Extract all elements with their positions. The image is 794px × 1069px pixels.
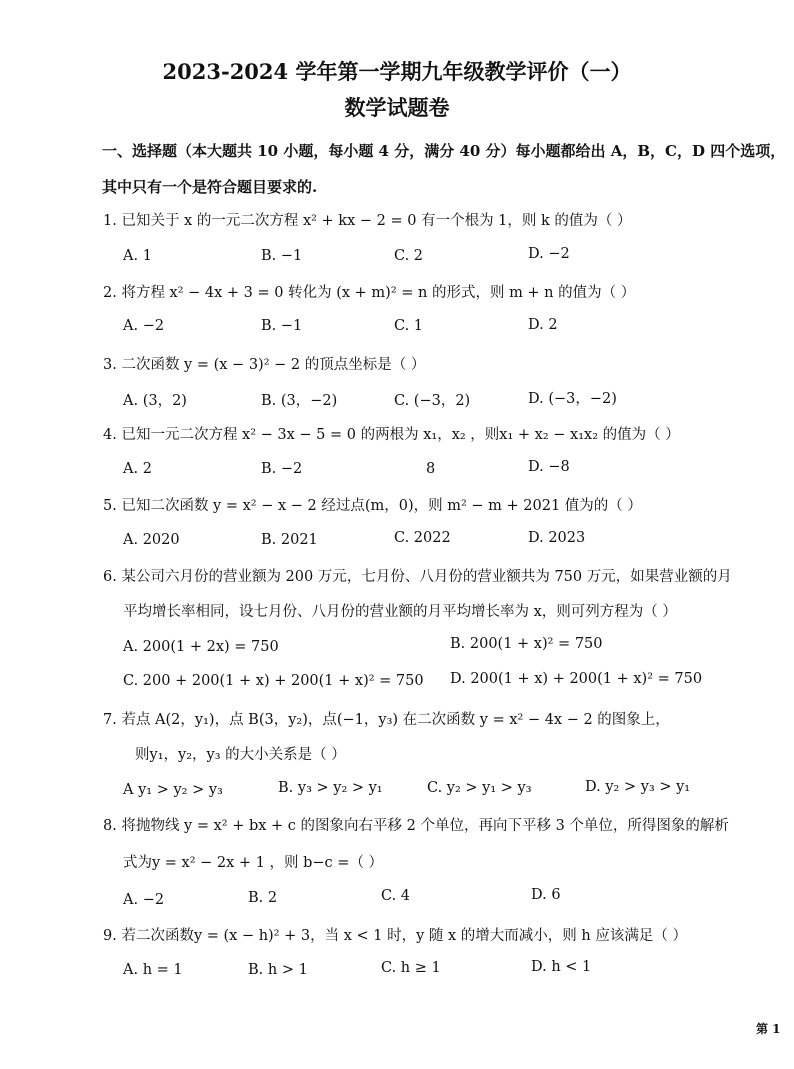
question-7-option-c: C. y₂ > y₁ > y₃: [427, 780, 532, 796]
question-1-option-b: B. −1: [261, 248, 303, 264]
question-6-option-b: B. 200(1 + x)² = 750: [450, 636, 603, 652]
question-6-text-line-1: 6. 某公司六月份的营业额为 200 万元，七月份、八月份的营业额共为 750 万元，如果营业额的月: [103, 569, 732, 585]
question-6-option-d: D. 200(1 + x) + 200(1 + x)² = 750: [450, 671, 703, 687]
question-1-option-a: A. 1: [123, 248, 152, 264]
question-8-option-c: C. 4: [381, 888, 411, 904]
question-8-option-d: D. 6: [531, 887, 561, 903]
question-9-option-a: A. h = 1: [123, 962, 183, 978]
question-4-option-d: D. −8: [528, 459, 570, 475]
question-8-option-b: B. 2: [248, 890, 278, 906]
question-9-option-c: C. h ≥ 1: [381, 960, 441, 976]
question-4-option-a: A. 2: [123, 461, 152, 477]
question-4-text: 4. 已知一元二次方程 x² − 3x − 5 = 0 的两根为 x₁，x₂ ，则x₁ + x₂ − x₁x₂ 的值为（ ）: [103, 427, 680, 443]
question-4-option-b: B. −2: [261, 461, 303, 477]
question-5-option-b: B. 2021: [261, 532, 318, 548]
question-3-option-d: D. (−3，−2): [528, 391, 617, 407]
section-note: 其中只有一个是符合题目要求的.: [102, 178, 318, 196]
question-5-text: 5. 已知二次函数 y = x² − x − 2 经过点(m，0)，则 m² − m + 2021 值为的（ ）: [103, 498, 642, 514]
question-8-option-a: A. −2: [123, 892, 165, 908]
question-7-option-a: A y₁ > y₂ > y₃: [123, 782, 223, 798]
question-3-option-c: C. (−3，2): [394, 393, 471, 409]
question-8-text-line-2: 式为y = x² − 2x + 1 ，则 b−c =（ ）: [123, 855, 384, 871]
question-3-option-b: B. (3，−2): [261, 393, 338, 409]
question-2-option-d: D. 2: [528, 317, 558, 333]
question-2-option-b: B. −1: [261, 318, 303, 334]
page-title: 2023-2024 学年第一学期九年级教学评价（一）: [162, 59, 632, 84]
question-6-text-line-2: 平均增长率相同，设七月份、八月份的营业额的月平均增长率为 x，则可列方程为（ ）: [123, 604, 677, 620]
question-7-option-b: B. y₃ > y₂ > y₁: [278, 780, 383, 796]
question-7-option-d: D. y₂ > y₃ > y₁: [585, 779, 691, 795]
question-9-text: 9. 若二次函数y = (x − h)² + 3，当 x < 1 时，y 随 x 的增大而减小，则 h 应该满足（ ）: [103, 928, 687, 944]
question-5-option-c: C. 2022: [394, 530, 451, 546]
question-1-option-d: D. −2: [528, 246, 570, 262]
section-heading: 一、选择题（本大题共 10 小题，每小题 4 分，满分 40 分）每小题都给出 A，B，C，D 四个选项，: [102, 142, 786, 160]
page-number: 第 1: [756, 1022, 781, 1036]
question-2-option-c: C. 1: [394, 318, 424, 334]
question-8-text-line-1: 8. 将抛物线 y = x² + bx + c 的图象向右平移 2 个单位，再向下平移 3 个单位，所得图象的解析: [103, 818, 729, 834]
question-1-option-c: C. 2: [394, 248, 424, 264]
question-6-option-a: A. 200(1 + 2x) = 750: [123, 639, 279, 655]
question-5-option-d: D. 2023: [528, 530, 586, 546]
question-9-option-d: D. h < 1: [531, 959, 592, 975]
question-4-option-c: 8: [426, 461, 436, 477]
question-3-text: 3. 二次函数 y = (x − 3)² − 2 的顶点坐标是（ ）: [103, 357, 426, 373]
question-3-option-a: A. (3，2): [123, 393, 187, 409]
question-6-option-c: C. 200 + 200(1 + x) + 200(1 + x)² = 750: [123, 673, 424, 689]
question-2-text: 2. 将方程 x² − 4x + 3 = 0 转化为 (x + m)² = n 的形式，则 m + n 的值为（ ）: [103, 285, 636, 301]
question-7-text-line-2: 则y₁，y₂，y₃ 的大小关系是（ ）: [135, 747, 346, 763]
question-7-text-line-1: 7. 若点 A(2，y₁)，点 B(3，y₂)，点(−1，y₃) 在二次函数 y = x² − 4x − 2 的图象上，: [103, 712, 670, 728]
page-subtitle: 数学试题卷: [344, 95, 450, 120]
question-1-text: 1. 已知关于 x 的一元二次方程 x² + kx − 2 = 0 有一个根为 1，则 k 的值为（ ）: [103, 213, 632, 229]
question-2-option-a: A. −2: [123, 318, 165, 334]
question-9-option-b: B. h > 1: [248, 962, 308, 978]
question-5-option-a: A. 2020: [123, 532, 180, 548]
